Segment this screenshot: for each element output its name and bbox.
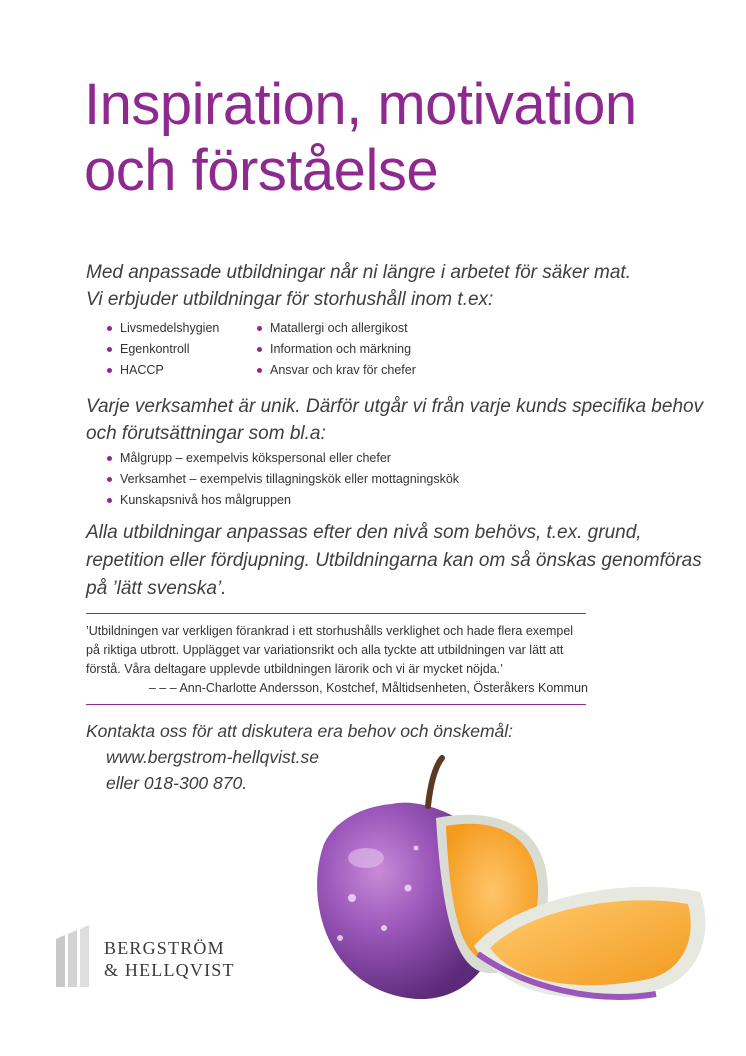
topics-list-col2 — [256, 318, 416, 381]
logo-line-2: & HELLQVIST — [104, 960, 235, 980]
list-item: Verksamhet – exempelvis tillagningskök eller mottagningskök — [106, 469, 459, 490]
list-item: Information och märkning — [256, 339, 416, 360]
quote-line-2: på riktiga utbrott. Upplägget var variationsrikt och alla tyckte att utbildningen var lätt att — [86, 643, 564, 657]
list-item: Egenkontroll — [106, 339, 219, 360]
adapt-line-1: Alla utbildningar anpassas efter den nivå som behövs, t.ex. grund, — [86, 522, 642, 543]
quote-divider-bottom — [86, 704, 586, 705]
website-link[interactable]: www.bergstrom-hellqvist.se — [106, 747, 319, 767]
list-item: Ansvar och krav för chefer — [256, 360, 416, 381]
list-item: Matallergi och allergikost — [256, 318, 416, 339]
list-item: HACCP — [106, 360, 219, 381]
testimonial-quote — [86, 622, 588, 698]
contact-line: Kontakta oss för att diskutera era behov och önskemål: — [86, 721, 514, 741]
title-line-1: Inspiration, motivation — [84, 72, 637, 137]
adapt-paragraph — [86, 519, 702, 603]
intro-line-1: Med anpassade utbildningar når ni längre i arbetet för säker mat. — [86, 262, 631, 283]
list-item: Kunskapsnivå hos målgruppen — [106, 490, 459, 511]
adapt-line-2: repetition eller fördjupning. Utbildningarna kan om så önskas genomföras — [86, 550, 702, 571]
apple-orange-image — [296, 748, 712, 1010]
list-item: Livsmedelshygien — [106, 318, 219, 339]
intro-line-2: Vi erbjuder utbildningar för storhushåll inom t.ex: — [86, 289, 494, 310]
list-item: Målgrupp – exempelvis kökspersonal eller chefer — [106, 448, 459, 469]
company-logo-icon — [56, 925, 98, 987]
adapt-line-3: på ’lätt svenska’. — [86, 578, 227, 599]
quote-line-3: förstå. Våra deltagare upplevde utbildningen lärorik och vi är mycket nöjda.’ — [86, 662, 503, 676]
quote-divider-top — [86, 613, 586, 614]
page-title — [84, 72, 704, 204]
topics-list-col1 — [106, 318, 219, 381]
criteria-list — [106, 448, 459, 511]
unique-paragraph — [86, 393, 703, 447]
quote-attribution: – – – Ann-Charlotte Andersson, Kostchef, Måltidsenheten, Österåkers Kommun — [148, 681, 588, 695]
intro-paragraph — [86, 259, 631, 313]
phone-number: eller 018-300 870. — [106, 773, 248, 793]
quote-line-1: ’Utbildningen var verkligen förankrad i ett storhushålls verklighet och hade flera exempel — [86, 624, 574, 638]
unique-line-2: och förutsättningar som bl.a: — [86, 423, 326, 444]
logo-line-1: BERGSTRÖM — [104, 938, 225, 958]
title-line-2: och förståelse — [84, 138, 439, 203]
company-logo-text — [104, 937, 235, 981]
unique-line-1: Varje verksamhet är unik. Därför utgår vi från varje kunds specifika behov — [86, 396, 704, 417]
